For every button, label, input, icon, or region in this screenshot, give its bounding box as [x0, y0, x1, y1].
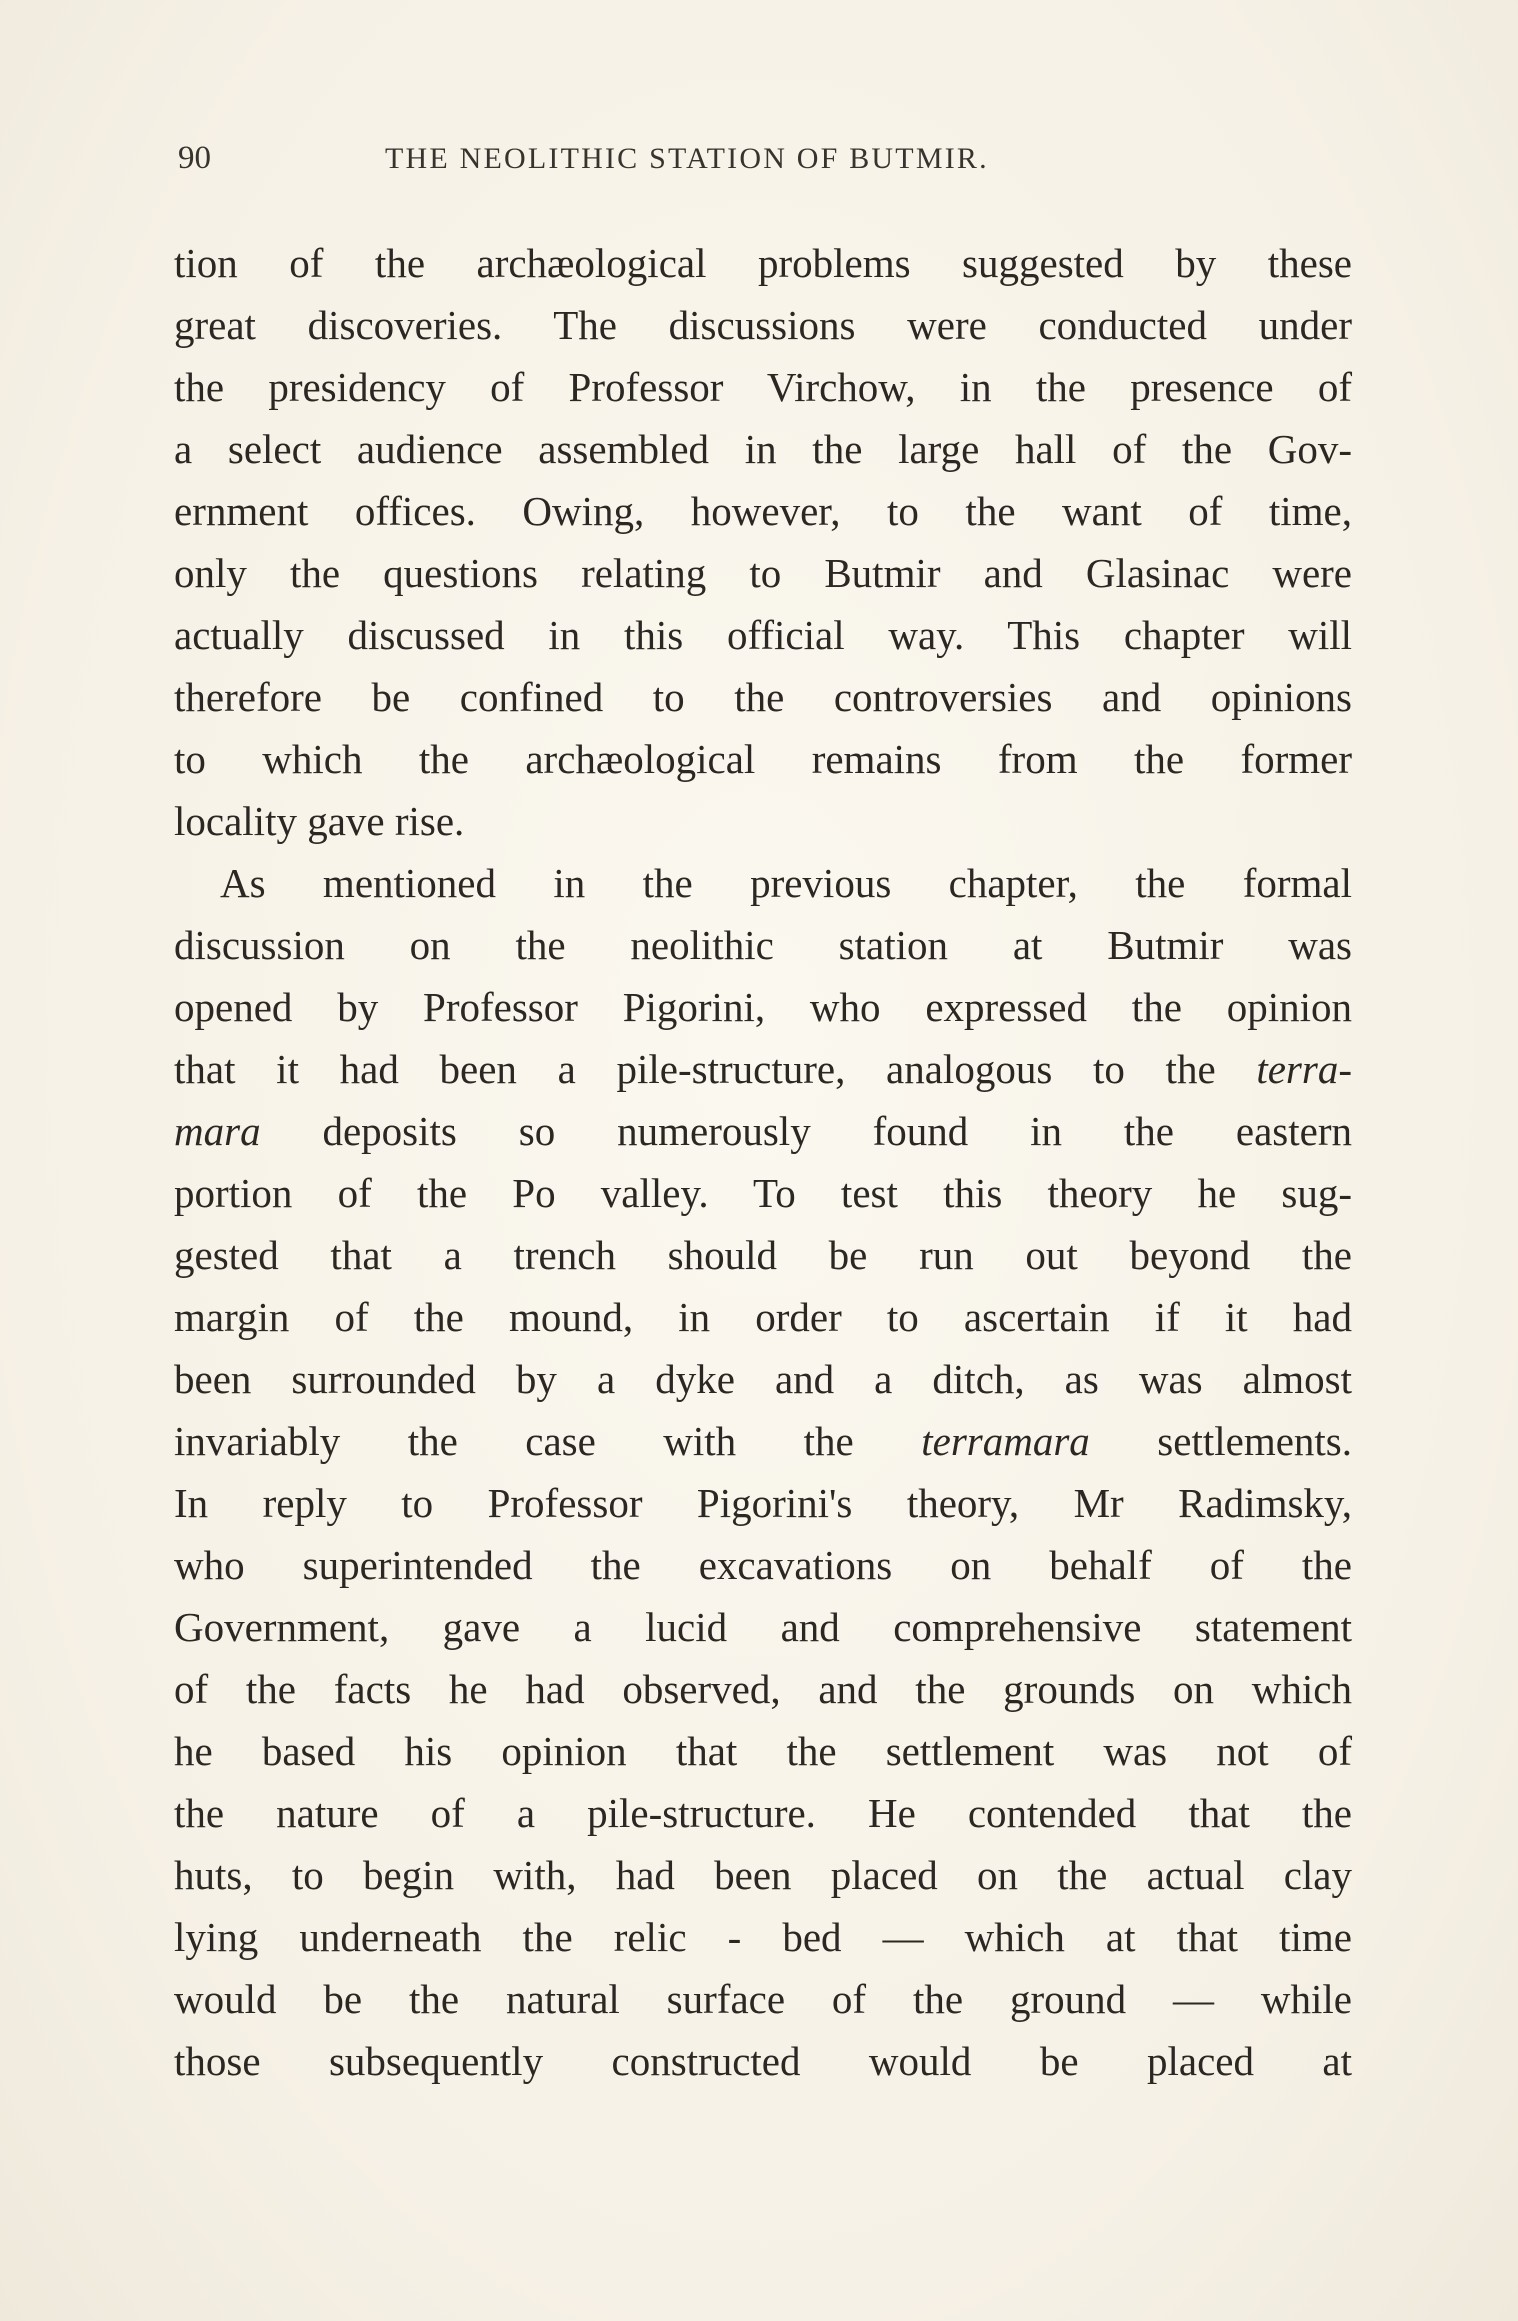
page-number: 90: [178, 140, 211, 176]
text-line: Government, gave a lucid and comprehensive statement: [174, 1604, 1352, 1650]
text-line: of the facts he had observed, and the grounds on which: [174, 1666, 1352, 1712]
text-line: therefore be confined to the controversies and opinions: [174, 674, 1352, 720]
text-line: been surrounded by a dyke and a ditch, as was almost: [174, 1356, 1352, 1402]
paragraph-end-line: locality gave rise.: [174, 798, 465, 844]
text-line: only the questions relating to Butmir and Glasinac were: [174, 550, 1352, 596]
line-text: settlements.: [1089, 1418, 1352, 1464]
text-line: gested that a trench should be run out beyond the: [174, 1232, 1352, 1278]
text-line: opened by Professor Pigorini, who expressed the opinion: [174, 984, 1352, 1030]
text-line: margin of the mound, in order to ascertain if it had: [174, 1294, 1352, 1340]
line-text: deposits so numerously found in the eastern: [260, 1108, 1352, 1154]
line-text: that it had been a pile-structure, analogous to the: [174, 1046, 1257, 1092]
text-line: actually discussed in this official way. This chapter will: [174, 612, 1352, 658]
text-line: the nature of a pile-structure. He contended that the: [174, 1790, 1352, 1836]
text-line: discussion on the neolithic station at Butmir was: [174, 922, 1352, 968]
text-line: a select audience assembled in the large hall of the Gov-: [174, 426, 1352, 472]
text-line-with-italic: [174, 1410, 1352, 1472]
text-line: In reply to Professor Pigorini's theory, Mr Radimsky,: [174, 1480, 1352, 1526]
running-head: [178, 140, 1348, 190]
italic-term: terra-: [1256, 1046, 1352, 1092]
body-text: [174, 232, 1352, 2092]
text-line-with-italic: [174, 1038, 1352, 1100]
text-line: who superintended the excavations on behalf of the: [174, 1542, 1352, 1588]
running-title: THE NEOLITHIC STATION OF BUTMIR.: [385, 142, 989, 175]
text-line: portion of the Po valley. To test this theory he sug-: [174, 1170, 1352, 1216]
text-line: great discoveries. The discussions were conducted under: [174, 302, 1352, 348]
italic-term: terramara: [921, 1418, 1090, 1464]
text-line: ernment offices. Owing, however, to the want of time,: [174, 488, 1352, 534]
italic-term: mara: [174, 1108, 261, 1154]
text-line: huts, to begin with, had been placed on the actual clay: [174, 1852, 1352, 1898]
text-line: those subsequently constructed would be placed at: [174, 2038, 1352, 2084]
text-line-with-italic: [174, 1100, 1352, 1162]
text-line: the presidency of Professor Virchow, in the presence of: [174, 364, 1352, 410]
paragraph-start-line: As mentioned in the previous chapter, the formal: [220, 860, 1352, 906]
text-line: tion of the archæological problems suggested by these: [174, 240, 1352, 286]
line-text: invariably the case with the: [174, 1418, 922, 1464]
text-line: to which the archæological remains from the former: [174, 736, 1352, 782]
text-line: would be the natural surface of the ground — while: [174, 1976, 1352, 2022]
text-line: he based his opinion that the settlement was not of: [174, 1728, 1352, 1774]
text-line: lying underneath the relic - bed — which at that time: [174, 1914, 1352, 1960]
